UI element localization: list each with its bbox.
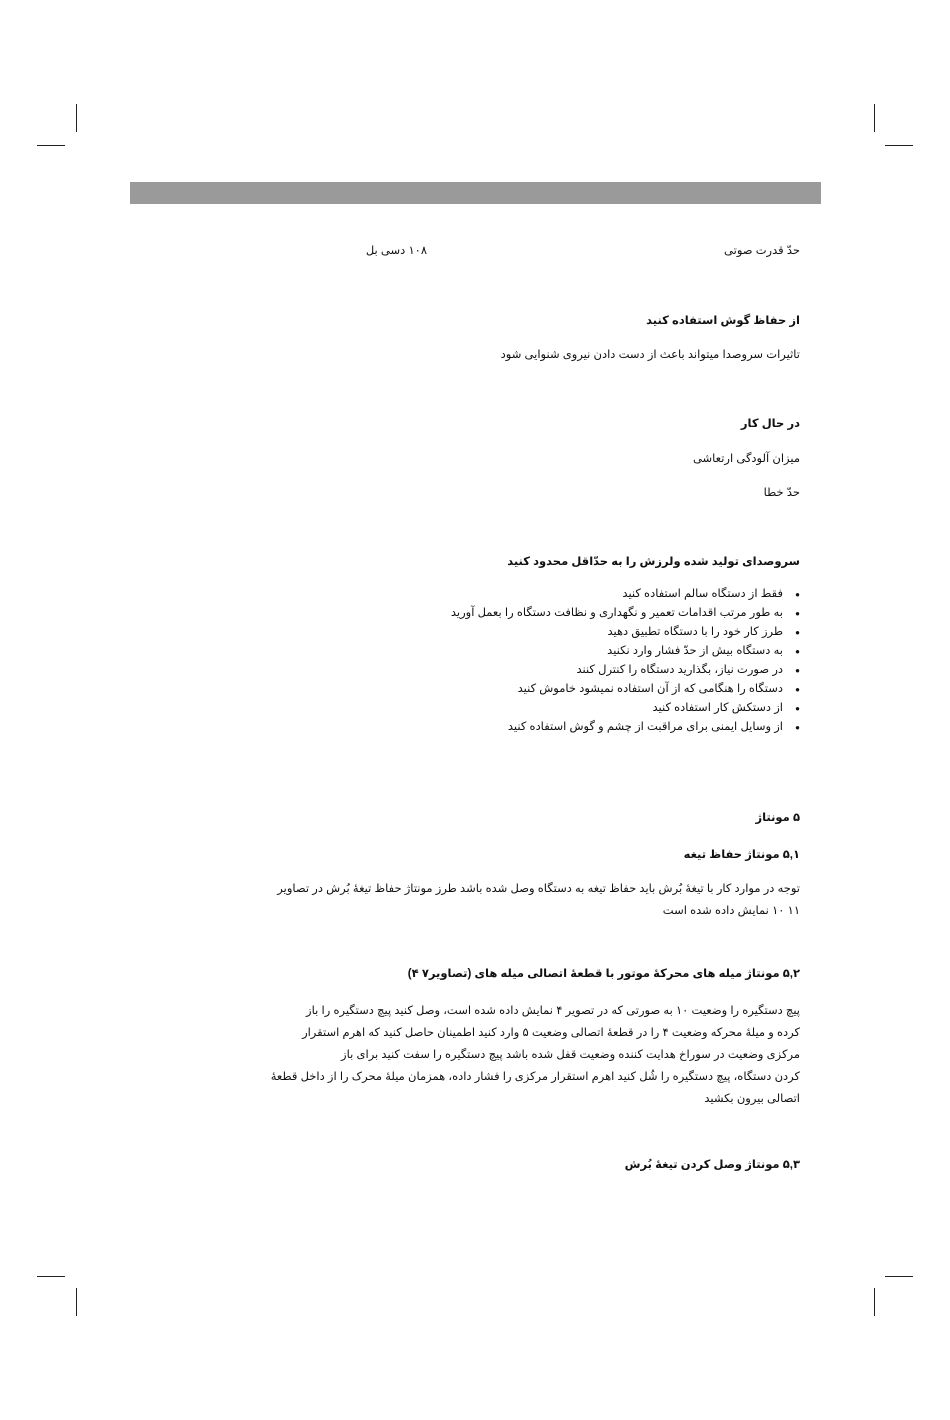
- crop-mark: [885, 1276, 913, 1277]
- list-item: ● به طور مرتب اقدامات تعمیر و نگهداری و نظافت دستگاه را بعمل آورید: [451, 604, 800, 623]
- list-item: ● در صورت نیاز، بگذارید دستگاه را کنترل کنند: [451, 661, 800, 680]
- section-5-1-heading: ۵,۱ مونتاژ حفاظ تیغه: [683, 849, 800, 861]
- paragraph-line: اتصالی بیرون بکشید: [704, 1093, 800, 1105]
- list-item: ● به دستگاه بیش از حدّ فشار وارد نکنید: [451, 642, 800, 661]
- crop-mark: [37, 1276, 65, 1277]
- section-5-heading: ۵ مونتاژ: [755, 812, 800, 824]
- paragraph-line: ۱۱ ۱۰ نمایش داده شده است: [662, 905, 800, 917]
- crop-mark: [874, 104, 875, 132]
- paragraph-line: کردن دستگاه، پیچ دستگیره را شُل کنید اهرم استقرار مرکزی را فشار داده، همزمان میلهٔ محرک را از داخل قطعهٔ: [270, 1071, 800, 1083]
- section-5-3-heading: ۵,۳ مونتاژ وصل کردن تیغهٔ بُرش: [624, 1159, 800, 1171]
- error-label: حدّ خطا: [763, 487, 800, 499]
- list-item: ● فقط از دستگاه سالم استفاده کنید: [451, 585, 800, 604]
- paragraph-line: توجه در موارد کار با تیغهٔ بُرش باید حفاظ تیغه به دستگاه وصل شده باشد طرز مونتاژ حفاظ تیغهٔ بُرش در تصاویر: [277, 883, 800, 895]
- crop-mark: [885, 145, 913, 146]
- operation-heading: در حال کار: [740, 418, 800, 430]
- reduce-list: [451, 585, 800, 737]
- paragraph-line: کرده و میلهٔ محرکه وضعیت ۴ را در قطعهٔ اتصالی وضعیت ۵ وارد کنید اطمینان حاصل کنید که اهرم استقرار: [302, 1027, 800, 1039]
- vibration-label: میزان آلودگی ارتعاشی: [692, 453, 800, 465]
- list-item: ● از دستکش کار استفاده کنید: [451, 699, 800, 718]
- ear-protection-heading: از حفاظ گوش استفاده کنید: [646, 315, 800, 327]
- section-5-2-text: [271, 1000, 800, 1110]
- crop-mark: [76, 1288, 77, 1316]
- crop-mark: [874, 1288, 875, 1316]
- sound-power-label: حدّ قدرت صوتی: [724, 245, 800, 257]
- reduce-heading: سروصدای تولید شده ولرزش را به حدّاقل محدود کنید: [507, 556, 800, 568]
- ear-protection-text: تاثیرات سروصدا میتواند باعث از دست دادن نیروی شنوایی شود: [500, 349, 800, 361]
- section-5-1-text: [277, 878, 800, 922]
- crop-mark: [76, 104, 77, 132]
- list-item: ● دستگاه را هنگامی که از آن استفاده نمیشود خاموش کنید: [451, 680, 800, 699]
- paragraph-line: پیچ دستگیره را وضعیت ۱۰ به صورتی که در تصویر ۴ نمایش داده شده است، وصل کنید پیچ دستگیره را باز: [306, 1005, 800, 1017]
- crop-mark: [37, 145, 65, 146]
- list-item: ● از وسایل ایمنی برای مراقبت از چشم و گوش استفاده کنید: [451, 718, 800, 737]
- list-item: ● طرز کار خود را با دستگاه تطبیق دهید: [451, 623, 800, 642]
- header-bar: [130, 182, 821, 204]
- paragraph-line: مرکزی وضعیت در سوراخ هدایت کننده وضعیت قفل شده باشد پیچ دستگیره را سفت کنید برای باز: [341, 1049, 800, 1061]
- section-5-2-heading: ۵,۲ مونتاژ میله های محرکهٔ موتور با قطعهٔ اتصالی میله های (تصاویر۷ ۴): [407, 968, 800, 980]
- sound-power-value: ۱۰۸ دسی بل: [365, 245, 427, 257]
